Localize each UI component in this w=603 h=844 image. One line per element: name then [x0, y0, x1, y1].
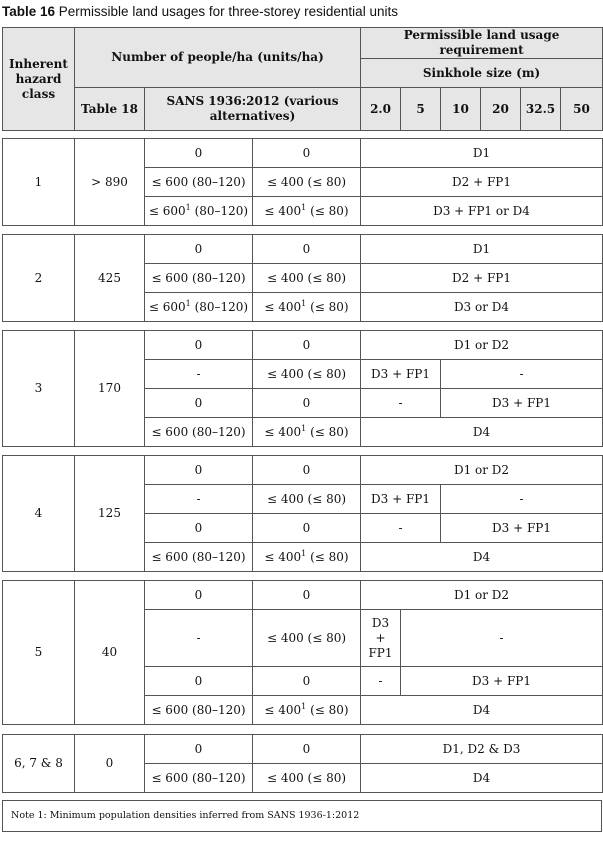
header-size: 50	[561, 88, 603, 131]
group-table	[2, 455, 603, 572]
table-caption	[2, 4, 398, 19]
requirement: -	[441, 360, 603, 389]
sans-b: 0	[253, 331, 361, 360]
requirement: D3 + FP1	[361, 360, 441, 389]
sans-b: ≤ $400^1$ (≤ 80)	[253, 293, 361, 322]
sans-b: 0	[253, 735, 361, 764]
sans-b: 0	[253, 389, 361, 418]
sans-b: 0	[253, 235, 361, 264]
sans-a: -	[145, 610, 253, 667]
sans-b: 0	[253, 456, 361, 485]
requirement: D4	[361, 764, 603, 793]
sans-a: 0	[145, 456, 253, 485]
requirement: D3 + FP1	[441, 389, 603, 418]
sans-b: ≤ 400 (≤ 80)	[253, 264, 361, 293]
sans-b: ≤ $400^1$ (≤ 80)	[253, 418, 361, 447]
table18-value: 125	[75, 456, 145, 572]
sans-a: ≤ 600 (80–120)	[145, 264, 253, 293]
requirement: -	[401, 610, 603, 667]
requirement: D3 or D4	[361, 293, 603, 322]
requirement: D2 + FP1	[361, 168, 603, 197]
table18-value: 0	[75, 735, 145, 793]
sans-a: ≤ 600 (80–120)	[145, 418, 253, 447]
header-permissible: Permissible land usage requirement	[361, 28, 603, 59]
header-size: 5	[401, 88, 441, 131]
hazard-class: 5	[3, 581, 75, 725]
sans-b: 0	[253, 581, 361, 610]
requirement: D1	[361, 139, 603, 168]
requirement: D1	[361, 235, 603, 264]
sans-a: ≤ 600 (80–120)	[145, 543, 253, 572]
hazard-class: 2	[3, 235, 75, 322]
sans-a: -	[145, 485, 253, 514]
hazard-class: 4	[3, 456, 75, 572]
sans-b: ≤ $400^1$ (≤ 80)	[253, 696, 361, 725]
group-table	[2, 580, 603, 725]
sans-b: ≤ 400 (≤ 80)	[253, 360, 361, 389]
table18-value: 170	[75, 331, 145, 447]
requirement: -	[361, 514, 441, 543]
header-table18: Table 18	[75, 88, 145, 131]
sans-a: -	[145, 360, 253, 389]
header-size: 20	[481, 88, 521, 131]
sans-b: ≤ 400 (≤ 80)	[253, 168, 361, 197]
sans-a: 0	[145, 389, 253, 418]
table18-value: 40	[75, 581, 145, 725]
requirement: D2 + FP1	[361, 264, 603, 293]
sans-b: 0	[253, 667, 361, 696]
footnote: Note 1: Minimum population densities inferred from SANS 1936-1:2012	[2, 800, 602, 832]
hazard-class: 1	[3, 139, 75, 226]
sans-a: 0	[145, 235, 253, 264]
header-size: 32.5	[521, 88, 561, 131]
requirement: D3 + FP1	[441, 514, 603, 543]
sans-b: ≤ 400 (≤ 80)	[253, 610, 361, 667]
sans-b: ≤ $400^1$ (≤ 80)	[253, 543, 361, 572]
sans-b: 0	[253, 514, 361, 543]
caption-text: Permissible land usages for three-storey residential units	[58, 4, 398, 19]
header-inherent: Inherent hazard class	[3, 28, 75, 131]
sans-b: ≤ 400 (≤ 80)	[253, 485, 361, 514]
sans-a: 0	[145, 514, 253, 543]
requirement: D3 + FP1	[361, 485, 441, 514]
requirement: -	[361, 667, 401, 696]
requirement: D1 or D2	[361, 331, 603, 360]
header-number-people: Number of people/ha (units/ha)	[75, 28, 361, 88]
requirement: D4	[361, 418, 603, 447]
sans-b: ≤ 400 (≤ 80)	[253, 764, 361, 793]
group-table	[2, 330, 603, 447]
header-table	[2, 27, 603, 131]
sans-a: ≤ $600^1$ (80–120)	[145, 293, 253, 322]
sans-b: 0	[253, 139, 361, 168]
sans-a: 0	[145, 331, 253, 360]
requirement: D4	[361, 696, 603, 725]
sans-a: ≤ 600 (80–120)	[145, 696, 253, 725]
sans-b: ≤ $400^1$ (≤ 80)	[253, 197, 361, 226]
sans-a: 0	[145, 735, 253, 764]
hazard-class: 3	[3, 331, 75, 447]
header-size: 10	[441, 88, 481, 131]
header-size: 2.0	[361, 88, 401, 131]
requirement: -	[361, 389, 441, 418]
group-table	[2, 234, 603, 322]
group-table	[2, 138, 603, 226]
sans-a: 0	[145, 667, 253, 696]
requirement: D3 + FP1	[401, 667, 603, 696]
requirement: -	[441, 485, 603, 514]
group-table	[2, 734, 603, 793]
sans-a: 0	[145, 581, 253, 610]
requirement: D1 or D2	[361, 456, 603, 485]
caption-label: Table 16	[2, 4, 56, 19]
hazard-class: 6, 7 & 8	[3, 735, 75, 793]
sans-a: ≤ 600 (80–120)	[145, 168, 253, 197]
table18-value: > 890	[75, 139, 145, 226]
sans-a: ≤ 600 (80–120)	[145, 764, 253, 793]
requirement: D3 + FP1	[361, 610, 401, 667]
sans-a: 0	[145, 139, 253, 168]
sans-a: ≤ $600^1$ (80–120)	[145, 197, 253, 226]
header-sans: SANS 1936:2012 (various alternatives)	[145, 88, 361, 131]
requirement: D1 or D2	[361, 581, 603, 610]
table18-value: 425	[75, 235, 145, 322]
requirement: D3 + FP1 or D4	[361, 197, 603, 226]
requirement: D4	[361, 543, 603, 572]
header-sinkhole: Sinkhole size (m)	[361, 59, 603, 88]
requirement: D1, D2 & D3	[361, 735, 603, 764]
